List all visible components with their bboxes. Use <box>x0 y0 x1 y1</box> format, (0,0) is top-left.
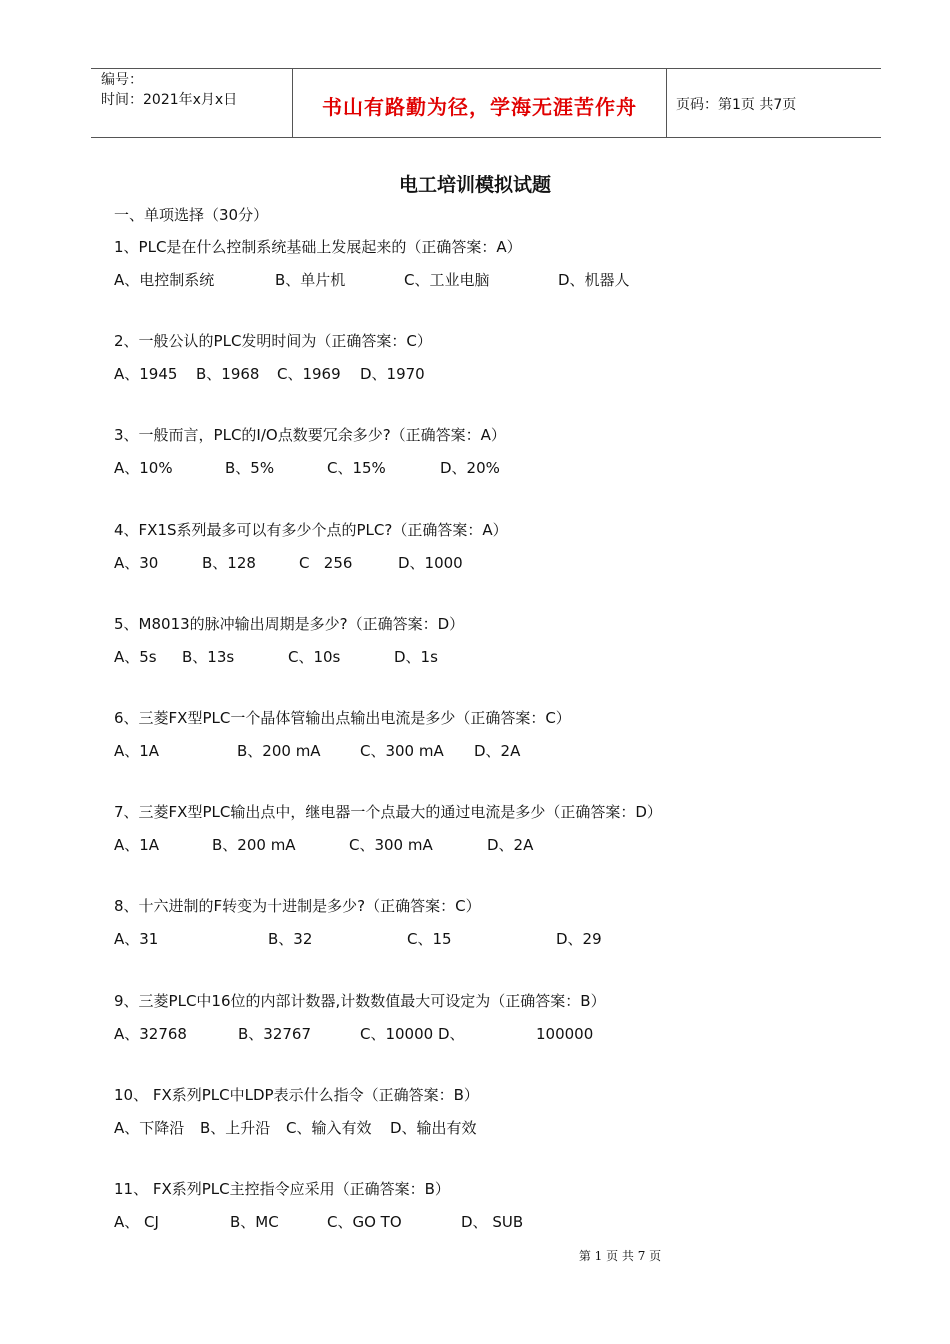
option-text: A、30 <box>114 554 159 572</box>
header-motto-cell <box>292 69 667 137</box>
option-text: D、 SUB <box>461 1213 524 1231</box>
question-text: 3、一般而言，PLC的I/O点数要冗余多少?（正确答案：A） <box>114 426 506 444</box>
option-text: D、输出有效 <box>390 1119 477 1137</box>
question-text: 8、十六进制的F转变为十进制是多少?（正确答案：C） <box>114 897 481 915</box>
option-text: B、200 mA <box>212 836 296 854</box>
option-text: D、1970 <box>360 365 425 383</box>
option-text: A、1A <box>114 742 160 760</box>
option-text: B、200 mA <box>237 742 321 760</box>
question-text: 7、三菱FX型PLC输出点中，继电器一个点最大的通过电流是多少（正确答案：D） <box>114 803 662 821</box>
question-text: 2、一般公认的PLC发明时间为（正确答案：C） <box>114 332 432 350</box>
option-text: A、 CJ <box>114 1213 159 1231</box>
option-text: A、10% <box>114 459 173 477</box>
option-text: D、2A <box>487 836 534 854</box>
option-text: A、5s <box>114 648 157 666</box>
option-text: D、20% <box>440 459 500 477</box>
question-text: 9、三菱PLC中16位的内部计数器,计数数值最大可设定为（正确答案：B） <box>114 992 606 1010</box>
option-text: D、2A <box>474 742 521 760</box>
header-info-cell <box>91 69 292 137</box>
option-text: B、32 <box>268 930 313 948</box>
option-text: B、1968 <box>196 365 260 383</box>
document-time-label: 时间：2021年x月x日 <box>101 92 238 108</box>
question-text: 10、 FX系列PLC中LDP表示什么指令（正确答案：B） <box>114 1086 479 1104</box>
option-text: C、300 mA <box>360 742 444 760</box>
option-text: A、电控制系统 <box>114 271 215 289</box>
header-page-info: 页码：第1页 共7页 <box>676 97 797 113</box>
option-text: C、GO TO <box>327 1213 402 1231</box>
option-text: D、机器人 <box>558 271 630 289</box>
option-text: B、13s <box>182 648 235 666</box>
document-number-label: 编号： <box>101 72 143 88</box>
option-text: A、1A <box>114 836 160 854</box>
option-text: C、10000 D、 <box>360 1025 465 1043</box>
page-header <box>91 68 881 138</box>
option-text: A、32768 <box>114 1025 187 1043</box>
option-text: B、上升沿 <box>200 1119 271 1137</box>
option-text: C、15% <box>327 459 386 477</box>
question-text: 5、M8013的脉冲输出周期是多少?（正确答案：D） <box>114 615 465 633</box>
header-motto: 书山有路勤为径，学海无涯苦作舟 <box>322 95 637 119</box>
header-page-cell <box>666 69 881 137</box>
option-text: C、300 mA <box>349 836 433 854</box>
option-text: D、1000 <box>398 554 463 572</box>
option-text: C、1969 <box>277 365 341 383</box>
option-text: A、31 <box>114 930 159 948</box>
option-text: D、1s <box>394 648 438 666</box>
option-text: C、10s <box>288 648 341 666</box>
option-text: C 256 <box>299 554 353 572</box>
option-text: B、32767 <box>238 1025 312 1043</box>
option-text: D、29 <box>556 930 602 948</box>
option-text: C、输入有效 <box>286 1119 372 1137</box>
question-text: 4、FX1S系列最多可以有多少个点的PLC?（正确答案：A） <box>114 521 508 539</box>
section-heading: 一、单项选择（30分） <box>114 206 269 224</box>
option-text: A、下降沿 <box>114 1119 185 1137</box>
option-text: 100000 <box>536 1025 594 1043</box>
question-text: 11、 FX系列PLC主控指令应采用（正确答案：B） <box>114 1180 450 1198</box>
page-footer: 第 1 页 共 7 页 <box>578 1249 662 1263</box>
question-text: 6、三菱FX型PLC一个晶体管输出点输出电流是多少（正确答案：C） <box>114 709 571 727</box>
option-text: A、1945 <box>114 365 178 383</box>
option-text: C、15 <box>407 930 452 948</box>
option-text: B、128 <box>202 554 256 572</box>
exam-title: 电工培训模拟试题 <box>398 174 551 196</box>
option-text: C、工业电脑 <box>404 271 490 289</box>
question-text: 1、PLC是在什么控制系统基础上发展起来的（正确答案：A） <box>114 238 522 256</box>
option-text: B、5% <box>225 459 275 477</box>
option-text: B、MC <box>230 1213 279 1231</box>
option-text: B、单片机 <box>275 271 346 289</box>
